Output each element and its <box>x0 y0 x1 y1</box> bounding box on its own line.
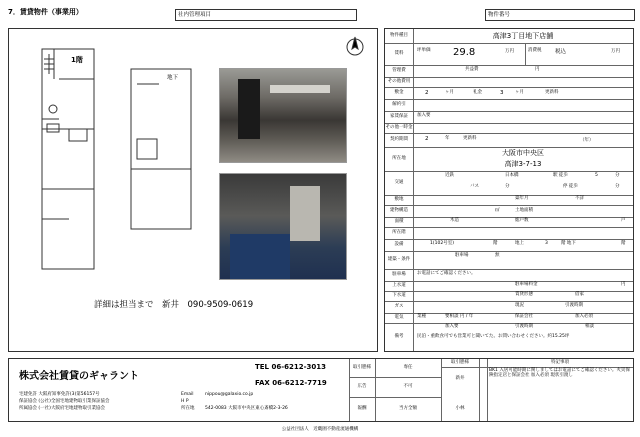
label-other: その他費用 <box>387 78 411 84</box>
room-label: 駐車場 <box>455 253 469 258</box>
insure-value: 加入要 <box>445 324 459 329</box>
addr-value: 542-0083 大阪市中央区東心斎橋2-3-26 <box>205 406 288 411</box>
label-deposit: 敷金 <box>394 89 404 95</box>
built-value: 不詳 <box>575 196 584 201</box>
photo-floor <box>230 234 290 279</box>
label-floor: 所在階 <box>392 229 406 235</box>
consump-label: 消費税 <box>528 48 542 53</box>
remarks-value: 民泊・重飲食可でも営業可と聞いてた。お問い合わせください。約15.25坪 <box>417 334 570 339</box>
label-special: 建築・条件 <box>387 256 411 262</box>
interior-photo-2 <box>219 173 347 280</box>
r3-label: 報酬 <box>357 405 367 411</box>
built-label: 築年月 <box>515 196 529 201</box>
property-name: 高津3丁目地下店舗 <box>492 31 554 40</box>
address-line1: 大阪市中央区 <box>502 149 544 158</box>
r2-label: 広告 <box>357 383 367 389</box>
deposit-value: 2 <box>425 90 429 96</box>
note-line: お電話にてご確認ください。 <box>417 271 476 276</box>
property-no-box <box>485 9 635 21</box>
tenant-label: 賃貸形態 <box>515 292 533 297</box>
address-line2: 高津3-7-13 <box>504 160 542 169</box>
label-traffic: 交通 <box>394 179 404 185</box>
label-sewer: 下水道 <box>392 292 406 298</box>
term-unit: 年 <box>445 136 450 141</box>
deposit-unit: ヶ月 <box>445 90 454 95</box>
status-v2: 小林 <box>455 405 465 411</box>
page-title: 7．賃貸物件（事業用） <box>8 8 83 16</box>
guarantee-value: 加入必須 <box>575 314 593 319</box>
term-value: 2 <box>425 136 429 142</box>
photo-ceiling-light <box>270 85 330 93</box>
rent-unit: 万円 <box>505 49 514 54</box>
assoc2: 所属協会 (一社)大阪府宅地建物取引業協会 <box>19 406 105 411</box>
reikin-label: 礼金 <box>473 90 482 95</box>
company-name: 株式会社賃貸のギャラント <box>19 371 139 382</box>
renew-value: （年） <box>580 138 594 143</box>
units-unit: 戸 <box>621 218 626 223</box>
basement-label: 地下 <box>167 75 179 81</box>
label-mgmt: 管理費 <box>392 67 406 73</box>
label-floor-area: 面積 <box>394 218 404 224</box>
r3-value: 当方全額 <box>399 405 417 411</box>
traffic-bus-min: 分 <box>505 184 510 189</box>
above-value: 3 <box>545 241 548 246</box>
mgmt-box <box>175 9 357 21</box>
label-structure: 建物構造 <box>390 207 408 213</box>
mgmt-value: 共益費 <box>465 67 479 72</box>
floor-unit: 階 <box>493 241 498 246</box>
company-fax: FAX 06-6212-7719 <box>255 379 327 387</box>
rent-prefix: 坪単価 <box>417 48 431 53</box>
consump-value: 税込 <box>555 49 567 55</box>
reikin-unit: ヶ月 <box>515 90 524 95</box>
consump-unit: 万円 <box>611 49 620 54</box>
mgmt-label: 社内管理項目 <box>178 11 212 18</box>
traffic-station: 日本橋 <box>505 173 519 178</box>
addr-label: 所在地 <box>181 406 195 411</box>
traffic-walk: 駅 徒歩 <box>553 173 568 178</box>
tenant-value: 借家 <box>575 292 584 297</box>
label-tenant-use: 駐車場 <box>392 271 406 277</box>
contact-line: 詳細は担当まで 新井 090-9509-0619 <box>94 300 254 310</box>
status-label: 取引態様 <box>451 359 469 365</box>
data-table <box>384 28 634 352</box>
delivery-label: 引渡時期 <box>565 303 583 308</box>
note-label: 特記事項 <box>551 359 569 365</box>
label-insurance: 家賃保証 <box>390 113 408 119</box>
update-label: 更新料 <box>545 90 559 95</box>
traffic-min: 5 <box>595 173 598 178</box>
floor1-label: 1階 <box>71 56 83 64</box>
label-electric: 電気 <box>394 314 404 320</box>
status-v1: 新井 <box>455 375 465 381</box>
room-value: 無 <box>495 253 500 258</box>
reikin-value: 3 <box>500 90 504 96</box>
traffic-min-unit: 分 <box>615 173 620 178</box>
footer-org: 公益社団法人 近畿圏不動産流通機構 <box>281 426 359 432</box>
guarantee-label: 保証会社 <box>515 314 533 319</box>
label-addr: 所在地 <box>392 155 406 161</box>
label-water: 上水道 <box>392 282 406 288</box>
units-label: 総戸数 <box>515 218 529 223</box>
label-other2: その他一時金 <box>385 124 413 130</box>
renew2-value: 相談 <box>585 324 594 329</box>
parking-label: 駐車場料金 <box>515 282 538 287</box>
above-label: 地上 <box>515 241 524 246</box>
traffic-bus: バス <box>470 184 479 189</box>
label-deduct: 解約引 <box>392 101 406 107</box>
r1-label: 取引態様 <box>353 364 371 370</box>
r2-value: 不可 <box>403 383 413 389</box>
shop-label: 業種 <box>417 314 426 319</box>
license: 宅建免許 大阪府知事免許(3)第56157号 <box>19 392 100 397</box>
assoc1: 保証協会 (公社)全国宅地建物取引業保証協会 <box>19 399 110 404</box>
rent-value: 29.8 <box>453 47 476 58</box>
photo-doorway <box>238 79 260 139</box>
floor-value: 1(102号室) <box>430 241 454 246</box>
renew2-label: 引渡時期 <box>515 324 533 329</box>
label-remarks: 備考 <box>394 333 404 339</box>
land-label: 土地面積 <box>515 208 533 213</box>
below-label: 階 地下 <box>561 241 576 246</box>
photo-wall <box>290 186 320 241</box>
parking-unit: 円 <box>621 282 626 287</box>
label-name: 物件種目 <box>390 32 408 38</box>
traffic-line: 近鉄 <box>445 173 454 178</box>
company-tel: TEL 06-6212-3013 <box>255 363 326 371</box>
below-unit: 階 <box>621 241 626 246</box>
label-rent: 賃料 <box>394 50 404 56</box>
renew-label: 更新料 <box>463 136 477 141</box>
shop-value: 要相談 円 / 年 <box>445 314 474 319</box>
current-label: 現況 <box>515 303 524 308</box>
label-land: 敷地 <box>394 196 404 202</box>
traffic-stop-min: 分 <box>615 184 620 189</box>
interior-photo-1 <box>219 68 347 163</box>
floorplan-panel <box>8 28 378 352</box>
label-equipment: 設備 <box>394 241 404 247</box>
footer <box>8 358 634 422</box>
property-no-label: 物件番号 <box>488 11 511 18</box>
r1-value: 専任 <box>403 364 413 370</box>
email-label: Email <box>181 392 194 397</box>
structure-value: 木造 <box>450 218 459 223</box>
traffic-stop: 停 徒歩 <box>563 184 578 189</box>
insurance-value: 加入要 <box>417 113 431 118</box>
label-gas: ガス <box>394 303 404 309</box>
note-text: BK1 入居可能時期に関しましてはお電話にてご確認ください。火災保険指定店と保証会社 加入必須 現状引渡し <box>489 368 630 378</box>
label-term: 契約期間 <box>390 136 408 142</box>
mgmt-unit: 円 <box>535 67 540 72</box>
area-unit: ㎡ <box>495 208 500 213</box>
hp-label: H P <box>181 399 189 404</box>
email-value: nippou@galaxio.co.jp <box>205 392 254 397</box>
